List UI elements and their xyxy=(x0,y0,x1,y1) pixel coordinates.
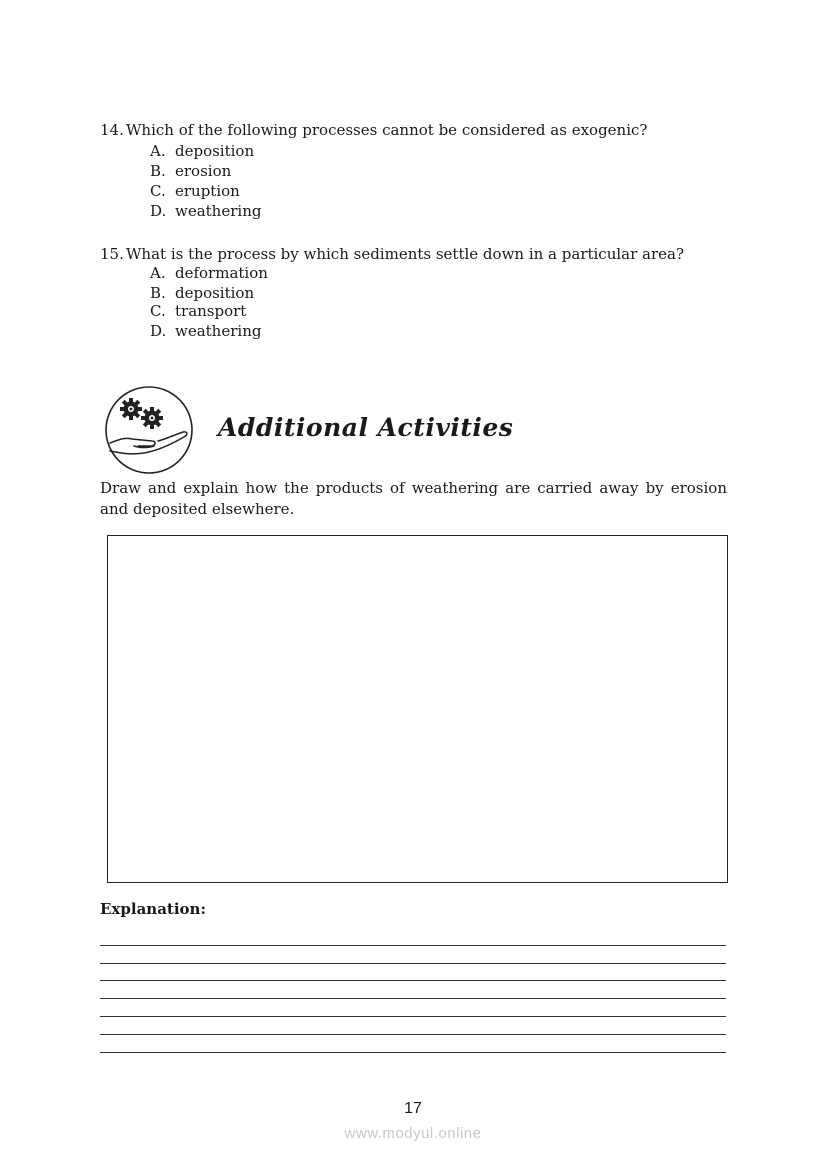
page-number: 17 xyxy=(404,1100,422,1117)
question-text: Which of the following processes cannot be considered as exogenic? xyxy=(126,121,648,139)
option-b[interactable]: B. erosion xyxy=(150,162,232,180)
option-d[interactable]: D. weathering xyxy=(150,202,262,220)
question-text: What is the process by which sediments settle down in a particular area? xyxy=(126,245,685,263)
drawing-area[interactable] xyxy=(107,535,728,883)
question-15-options xyxy=(150,264,268,340)
section-title: Additional Activities xyxy=(218,413,514,442)
answer-line[interactable] xyxy=(100,998,726,999)
question-14-options xyxy=(150,141,261,221)
question-number: 15. xyxy=(100,245,124,263)
option-a[interactable]: A. deposition xyxy=(150,142,255,160)
answer-line[interactable] xyxy=(100,1052,726,1053)
answer-line[interactable] xyxy=(100,963,726,964)
option-c[interactable]: C. eruption xyxy=(150,182,240,200)
answer-line[interactable] xyxy=(100,1034,726,1035)
option-d[interactable]: D. weathering xyxy=(150,322,262,340)
question-15 xyxy=(100,244,684,264)
gears-in-hand-icon xyxy=(104,385,194,475)
option-c[interactable]: C. transport xyxy=(150,302,247,320)
answer-line[interactable] xyxy=(100,945,726,946)
explanation-label: Explanation: xyxy=(100,900,206,918)
activity-instruction: Draw and explain how the products of weathering are carried away by erosion and deposited elsewhere. xyxy=(100,479,727,518)
question-14 xyxy=(100,120,647,140)
option-a[interactable]: A. deformation xyxy=(150,264,268,282)
answer-line[interactable] xyxy=(100,980,726,981)
question-number: 14. xyxy=(100,121,124,139)
answer-line[interactable] xyxy=(100,1016,726,1017)
option-b[interactable]: B. deposition xyxy=(150,284,255,302)
watermark: www.modyul.online xyxy=(344,1125,482,1142)
